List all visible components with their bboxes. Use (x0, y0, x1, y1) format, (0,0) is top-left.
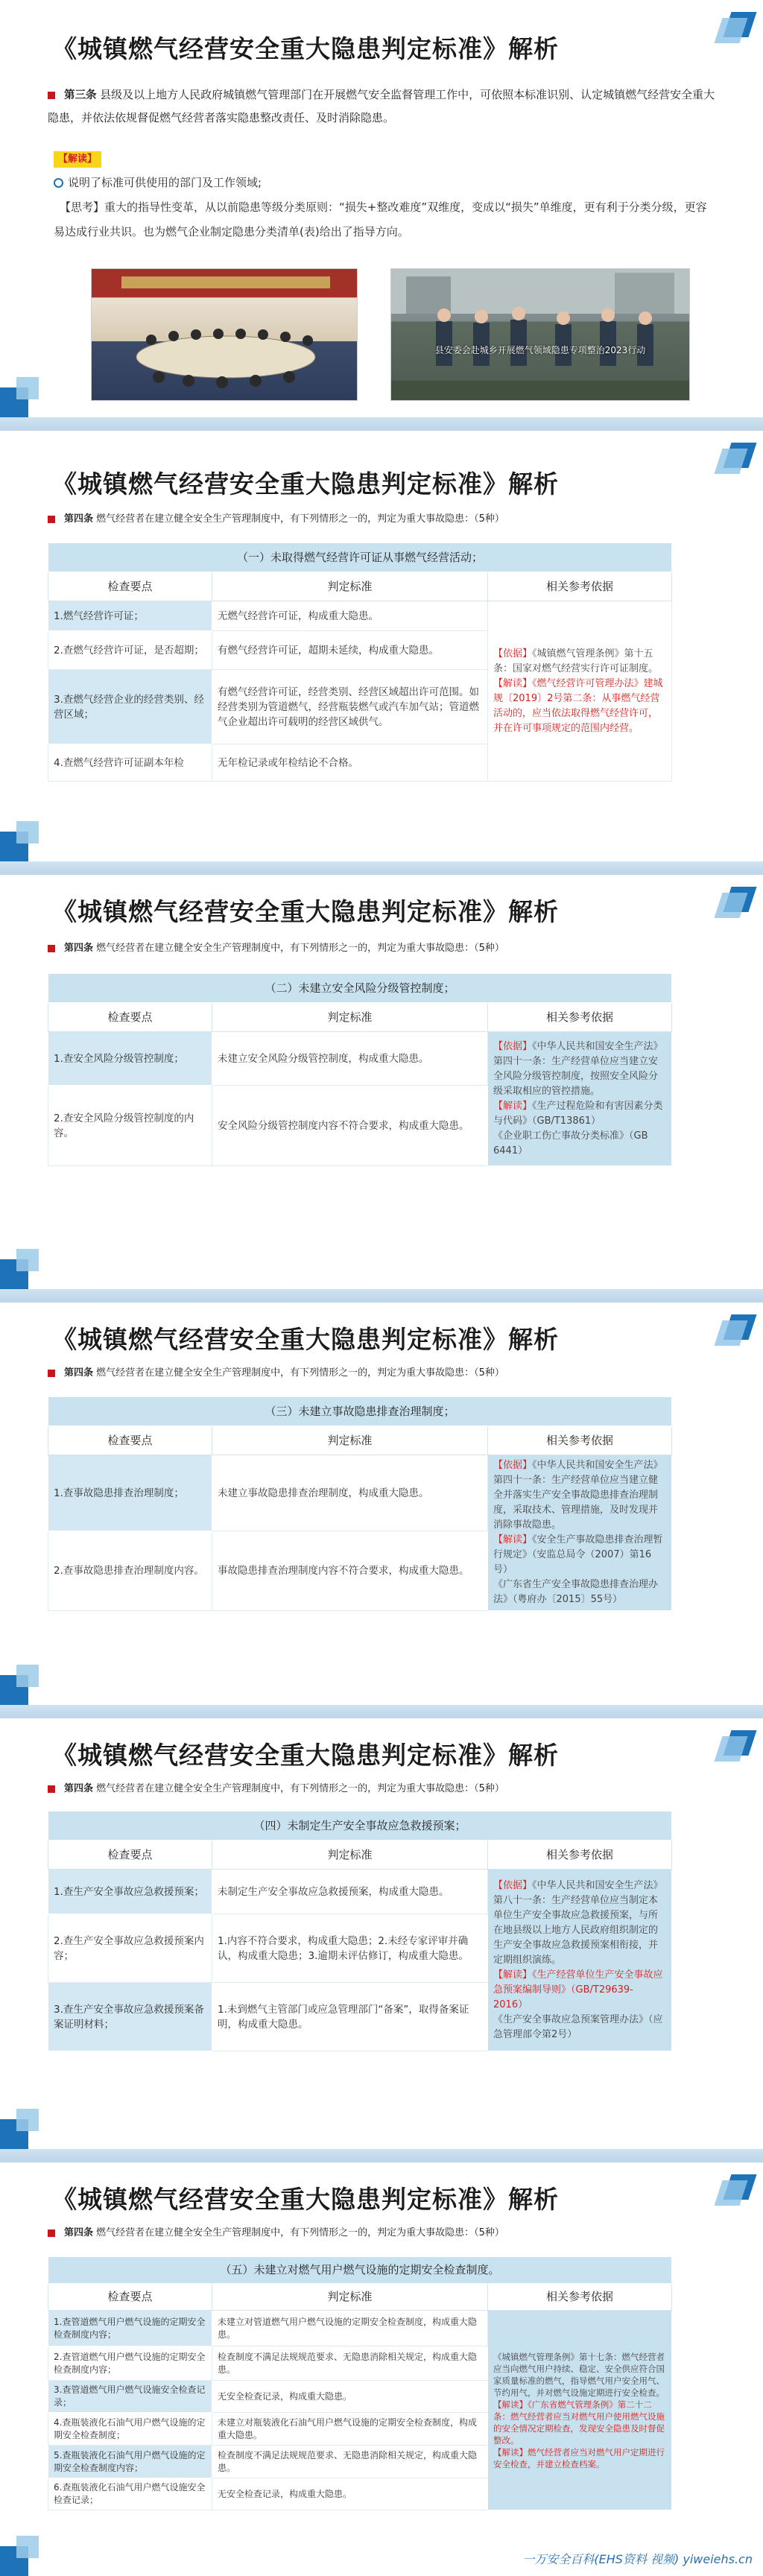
header-check: 检查要点 (48, 1426, 212, 1455)
reference (488, 2311, 672, 2510)
ref-text: 《中华人民共和国安全生产法》第四十一条：生产经营单位应当建立安全风险分级管控制度，按照安全风险分级采取相应的管控措施。 (493, 1040, 663, 1097)
judge-criteria: 无燃气经营许可证，构成重大隐患。 (212, 601, 488, 631)
bullet-icon (48, 1785, 55, 1793)
slide-5 (0, 1718, 763, 2149)
ref-text: 《安全生产事故隐患排查治理暂行规定》（安监总局令（2007）第16号） (493, 1534, 663, 1575)
check-point: 3.查生产安全事故应急救援预案备案证明材料； (48, 1983, 212, 2051)
ref-text: 《生产过程危险和有害因素分类与代码》（GB/T13861） (493, 1100, 663, 1127)
slide-2 (0, 431, 763, 861)
section-title: （四）未制定生产安全事故应急救援预案； (48, 1811, 672, 1841)
article-label: 第四条 (64, 943, 94, 954)
header-judge: 判定标准 (212, 1841, 488, 1870)
table-3 (48, 1396, 672, 1611)
check-point: 1.查生产安全事故应急救援预案； (48, 1870, 212, 1914)
check-point: 2.查管道燃气用户燃气设施的定期安全检查制度内容； (48, 2346, 212, 2381)
article-text: 燃气经营者在建立健全安全生产管理制度中，有下列情形之一的，判定为重大事故隐患：（5种） (96, 2227, 504, 2238)
table-row (48, 601, 672, 631)
ref-tag: 【依据】 (493, 648, 533, 659)
ref-text: 《中华人民共和国安全生产法》第八十一条：生产经营单位应当制定本单位生产安全事故应急救援预案，与所在地县级以上地方人民政府组织制定的生产安全事故应急救援预案相衔接，并定期组织演练。 (493, 1879, 663, 1966)
meeting-photo (91, 268, 358, 401)
check-point: 2.查事故隐患排查治理制度内容。 (48, 1531, 212, 1611)
header-ref: 相关参考依据 (488, 1426, 672, 1455)
watermark: 一万安全百科(EHS资料 视频) yiweiehs.cn (522, 2552, 753, 2566)
corner-decoration (718, 887, 753, 918)
judge-criteria: 无安全检查记录，构成重大隐患。 (212, 2478, 488, 2510)
article-4 (48, 940, 718, 957)
article-label: 第四条 (64, 1367, 94, 1379)
section-title: （一）未取得燃气经营许可证从事燃气经营活动； (48, 543, 672, 572)
header-judge: 判定标准 (212, 572, 488, 601)
judge-criteria: 未建立对管道燃气用户燃气设施的定期安全检查制度，构成重大隐患。 (212, 2311, 488, 2346)
header-check: 检查要点 (48, 1841, 212, 1870)
reference (488, 601, 672, 782)
ref-tag: 【依据】 (493, 1040, 533, 1052)
article-3 (48, 83, 718, 130)
check-point: 2.查生产安全事故应急救援预案内容； (48, 1914, 212, 1983)
ref-tag: 【解读】 (493, 677, 533, 689)
section-title: （二）未建立安全风险分级管控制度； (48, 974, 672, 1003)
page-title: 《城镇燃气经营安全重大隐患判定标准》解析 (52, 1325, 559, 1354)
ref-text: 《城镇燃气管理条例》第十七条：燃气经营者应当向燃气用户持续、稳定、安全供应符合国家质量标准的燃气，指导燃气用户安全用气、节约用气，并对燃气设施定期进行安全检查。 (493, 2351, 665, 2398)
interpretation-tag: 【解读】 (54, 151, 101, 168)
header-judge: 判定标准 (212, 2284, 488, 2311)
check-point: 1.燃气经营许可证； (48, 601, 212, 631)
corner-decoration (0, 815, 45, 861)
judge-criteria: 有燃气经营许可证，超期未延续，构成重大隐患。 (212, 631, 488, 670)
bullet-icon (48, 516, 55, 523)
check-point: 3.查燃气经营企业的经营类别、经营区域； (48, 670, 212, 744)
ref-text: 《生产安全事故应急预案管理办法》（应急管理部令第2号） (493, 2013, 663, 2040)
corner-decoration (718, 1314, 753, 1346)
table-row (48, 2311, 672, 2346)
ref-text: 《生产经营单位生产安全事故应急预案编制导则》（GB/T29639-2016） (493, 1969, 663, 2010)
article-text: 县级及以上地方人民政府城镇燃气管理部门在开展燃气安全监督管理工作中，可依照本标准识别、认定城镇燃气经营安全重大隐患，并依法依规督促燃气经营者落实隐患整改责任、及时消除隐患。 (48, 88, 715, 124)
slide-3 (0, 875, 763, 1289)
meeting-illustration (92, 269, 358, 401)
judge-criteria: 未建立对瓶装液化石油气用户燃气设施的定期安全检查制度，构成重大隐患。 (212, 2413, 488, 2446)
ref-tag: 【解读】 (493, 1100, 533, 1112)
corner-decoration (718, 443, 753, 474)
check-point: 3.查管道燃气用户燃气设施安全检查记录； (48, 2381, 212, 2413)
ref-text: 《燃气经营许可管理办法》建城规〔2019〕2号第二条：从事燃气经营活动的，应当依法取得燃气经营许可，并在许可事项规定的范围内经营。 (493, 677, 663, 734)
article-4 (48, 1365, 718, 1382)
check-point: 2.查燃气经营许可证，是否超期； (48, 631, 212, 670)
circle-bullet-icon (54, 178, 63, 188)
table-2 (48, 973, 672, 1166)
check-point: 1.查管道燃气用户燃气设施的定期安全检查制度内容； (48, 2311, 212, 2346)
ref-text: 《广东省燃气管理条例》第二十二条：燃气经营者应当对燃气用户使用燃气设施的安全情况定期检查，发现安全隐患及时督促整改。 (493, 2399, 665, 2446)
article-label: 第四条 (64, 1783, 94, 1794)
table-row (48, 1032, 672, 1086)
judge-criteria: 无年检记录或年检结论不合格。 (212, 744, 488, 782)
check-point: 4.查燃气经营许可证副本年检 (48, 744, 212, 782)
check-point: 1.查事故隐患排查治理制度； (48, 1455, 212, 1531)
corner-decoration (0, 2530, 45, 2576)
page-title: 《城镇燃气经营安全重大隐患判定标准》解析 (52, 469, 559, 499)
corner-decoration (0, 1659, 45, 1705)
judge-criteria: 未建立事故隐患排查治理制度，构成重大隐患。 (212, 1455, 488, 1531)
check-point: 4.查瓶装液化石油气用户燃气设施的定期安全检查制度； (48, 2413, 212, 2446)
header-ref: 相关参考依据 (488, 572, 672, 601)
article-label: 第三条 (64, 89, 97, 101)
ref-text: 《企业职工伤亡事故分类标准》（GB 6441） (493, 1130, 648, 1156)
header-check: 检查要点 (48, 572, 212, 601)
ref-tag: 【依据】 (493, 1879, 533, 1891)
ref-text: 【解读】燃气经营者应当对燃气用户定期进行安全检查，并建立检查档案。 (493, 2446, 665, 2469)
judge-criteria: 事故隐患排查治理制度内容不符合要求，构成重大隐患。 (212, 1531, 488, 1611)
judge-criteria: 检查制度不满足法规规范要求、无隐患消除相关规定，构成重大隐患。 (212, 2446, 488, 2478)
corner-decoration (718, 12, 753, 43)
corner-decoration (718, 1730, 753, 1762)
slide-separator (0, 861, 763, 875)
article-4 (48, 2225, 718, 2241)
check-point: 2.查安全风险分级管控制度的内容。 (48, 1086, 212, 1166)
ref-tag: 【解读】 (493, 1969, 533, 1981)
judge-criteria: 1.内容不符合要求，构成重大隐患；2.未经专家评审并确认，构成重大隐患；3.逾期未评估修订，构成重大隐患。 (212, 1914, 488, 1983)
check-point: 5.查瓶装液化石油气用户燃气设施的定期安全检查制度内容； (48, 2446, 212, 2478)
article-text: 燃气经营者在建立健全安全生产管理制度中，有下列情形之一的，判定为重大事故隐患：（5种） (96, 1783, 504, 1794)
bullet-icon (48, 92, 55, 99)
page-title: 《城镇燃气经营安全重大隐患判定标准》解析 (52, 897, 559, 926)
article-text: 燃气经营者在建立健全安全生产管理制度中，有下列情形之一的，判定为重大事故隐患：（5种） (96, 513, 504, 525)
think-text: 【思考】重大的指导性变革，从以前隐患等级分类原则：“损失+整改难度”双维度，变成以“损失”单维度，更有利于分类分级，更容易达成行业共识。也为燃气企业制定隐患分类清单(表)给出了指导方向。 (54, 200, 707, 238)
ref-tag: 【解读】 (493, 1534, 533, 1545)
judge-criteria: 未制定生产安全事故应急救援预案，构成重大隐患。 (212, 1870, 488, 1914)
judge-criteria: 未建立安全风险分级管控制度，构成重大隐患。 (212, 1032, 488, 1086)
slide-separator (0, 1289, 763, 1303)
article-text: 燃气经营者在建立健全安全生产管理制度中，有下列情形之一的，判定为重大事故隐患：（5种） (96, 943, 504, 954)
slide-separator (0, 417, 763, 431)
bullet-icon (48, 945, 55, 952)
article-4 (48, 1781, 718, 1797)
corner-decoration (0, 371, 45, 417)
header-check: 检查要点 (48, 2284, 212, 2311)
header-ref: 相关参考依据 (488, 2284, 672, 2311)
judge-criteria: 检查制度不满足法规规范要求、无隐患消除相关规定，构成重大隐患。 (212, 2346, 488, 2381)
header-check: 检查要点 (48, 1003, 212, 1032)
table-row (48, 1455, 672, 1531)
inspection-photo (390, 268, 690, 401)
article-text: 燃气经营者在建立健全安全生产管理制度中，有下列情形之一的，判定为重大事故隐患：（5种） (96, 1367, 504, 1379)
corner-decoration (718, 2174, 753, 2206)
page-title: 《城镇燃气经营安全重大隐患判定标准》解析 (52, 2185, 559, 2214)
section-title: （五）未建立对燃气用户燃气设施的定期安全检查制度。 (48, 2257, 672, 2284)
page-title: 《城镇燃气经营安全重大隐患判定标准》解析 (52, 34, 559, 63)
page-title: 《城镇燃气经营安全重大隐患判定标准》解析 (52, 1741, 559, 1770)
slide-4 (0, 1303, 763, 1705)
judge-criteria: 有燃气经营许可证，经营类别、经营区域超出许可范围。如经营类别为管道燃气，经营瓶装燃气或汽车加气站；管道燃气企业超出许可载明的经营区域供气。 (212, 670, 488, 744)
reference (488, 1032, 672, 1166)
ref-tag: 【依据】 (493, 1460, 533, 1471)
reference (488, 1870, 672, 2051)
judge-criteria: 无安全检查记录，构成重大隐患。 (212, 2381, 488, 2413)
ref-text: 《城镇燃气管理条例》第十五条：国家对燃气经营实行许可证制度。 (493, 648, 659, 674)
reference (488, 1455, 672, 1611)
ref-text: 《广东省生产安全事故隐患排查治理办法》（粤府办〔2015〕55号） (493, 1579, 659, 1605)
table-4 (48, 1811, 672, 2051)
slide-separator (0, 1705, 763, 1718)
slide-1 (0, 0, 763, 417)
header-ref: 相关参考依据 (488, 1003, 672, 1032)
bullet-icon (48, 1370, 55, 1377)
header-ref: 相关参考依据 (488, 1841, 672, 1870)
table-5 (48, 2256, 672, 2510)
article-4 (48, 511, 718, 528)
bullet-icon (48, 2230, 55, 2237)
table-row (48, 1870, 672, 1914)
check-point: 1.查安全风险分级管控制度； (48, 1032, 212, 1086)
ref-tag: 【解读】 (493, 2399, 528, 2410)
article-label: 第四条 (64, 513, 94, 525)
photo-caption: 县安委会赴城乡开展燃气领域隐患专项整治2023行动 (434, 345, 646, 355)
interpretation (54, 146, 717, 244)
article-label: 第四条 (64, 2227, 94, 2238)
check-point: 6.查瓶装液化石油气用户燃气设施安全检查记录； (48, 2478, 212, 2510)
inspection-illustration (391, 269, 690, 401)
table-1 (48, 542, 672, 782)
ref-text: 《中华人民共和国安全生产法》第四十一条：生产经营单位应当建立健全并落实生产安全事故隐患排查治理制度，采取技术、管理措施，及时发现并消除事故隐患。 (493, 1460, 663, 1531)
judge-criteria: 1.未到燃气主管部门或应急管理部门“备案”，取得备案证明，构成重大隐患。 (212, 1983, 488, 2051)
judge-criteria: 安全风险分级管控制度内容不符合要求，构成重大隐患。 (212, 1086, 488, 1166)
section-title: （三）未建立事故隐患排查治理制度； (48, 1397, 672, 1426)
header-judge: 判定标准 (212, 1426, 488, 1455)
point-1: 说明了标准可供使用的部门及工作领域; (68, 176, 262, 189)
header-judge: 判定标准 (212, 1003, 488, 1032)
slide-separator (0, 2149, 763, 2162)
corner-decoration (0, 1243, 45, 1289)
corner-decoration (0, 2103, 45, 2149)
slide-6 (0, 2162, 763, 2576)
